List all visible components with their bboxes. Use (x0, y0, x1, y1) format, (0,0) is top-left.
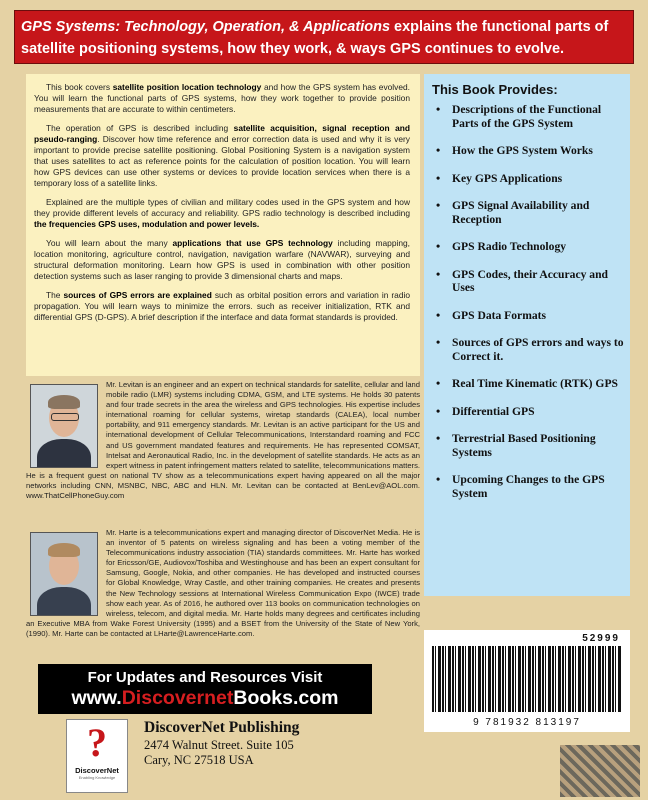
author-bio-harte (26, 528, 420, 660)
list-item: • Descriptions of the Functional Parts of the GPS System (428, 103, 630, 130)
logo-tagline: Enabling Knowledge (78, 775, 116, 780)
intro-paragraph-4: You will learn about the many applications that use GPS technology including mapping, location monitoring, agriculture control, navigation, navigation warfare (NAVWAR), surveying and structural deformation monitoring. Learn how GPS is used in combination with other position detection systems such as laser ranging to provide 3 dimensional charts and maps. (34, 238, 410, 281)
barcode-box (424, 630, 630, 732)
question-mark-icon: ? (87, 720, 107, 765)
list-item: • How the GPS System Works (428, 144, 630, 158)
website-link[interactable]: www.DiscovernetBooks.com (71, 687, 339, 709)
headline-banner (14, 10, 634, 64)
list-item: • GPS Radio Technology (428, 240, 630, 254)
author-photo-levitan (30, 384, 98, 468)
updates-heading: For Updates and Resources Visit (87, 669, 323, 686)
book-title: GPS Systems: Technology, Operation, & Applications (21, 19, 391, 35)
publisher-logo (66, 719, 128, 793)
publisher-street: 2474 Walnut Street. Suite 105 (144, 738, 294, 752)
intro-paragraph-5: The sources of GPS errors are explained such as orbital position errors and variation in radio propagation. You will learn ways to minimize the errors. such as receiver initialization, RTK and differential GPS (D-GPS). A brief description if the interface and data format standards is provided. (34, 290, 411, 322)
bio-text-harte: Mr. Harte is a telecommunications expert and managing director of DiscoverNet Media. He is an inventor of 5 patents on wireless signaling and has been a voting member of the Telecommunications industry association (TIA) standards committees. Mr. Harte has worked for Ericsson/GE, Audiovox/Toshiba and Westinghouse and has been an expert consultant for Samsung, Google, Nokia, and other companies. He has developed and instructed courses for Global Knowledge, Wray Castle, and other training companies. He creates and presents the New Technology sessions at International Wireless Communication Expo (IWCE) trade show each year. As of 2016, he authored over 113 books on communication technologies on wireless, telecom, and digital media. Mr. Harte holds many degrees and certificates including an Executive MBA from Wake Forest University (1995) and a BSET from the University of the State of New York, (1990). Mr. Harte can be contacted at LHarte@LawrenceHarte.com. (26, 528, 420, 638)
bio-text-levitan: Mr. Levitan is an engineer and an expert on technical standards for satellite, cellular and land mobile radio (LMR) systems including CDMA, GSM, and LTE systems. He holds 30 patents and four trade secrets in the area the wireless and GPS technologies. His expertise includes international roaming for cellular systems, wiretap standards (CALEA), local number portability, and 911 emergency standards. Mr. Levitan is an active participant for the US and international development of Cellular Telecommunications, Interstandard roaming and FCC and US government mandated features and requirements. He has represented COMSAT, Intelsat and Aeronautical Radio, Inc. in the development of satellite standards. He acts as an expert witness in patent infringement matters related to satellite, telecommunications matters. He is a frequent guest on national TV show as a telecommunications expert having appeared on all the major networks including CNN, MSNBC, NBC, ABC and HLN. Mr. Levitan can be contacted at BenLev@AOL.com. www.ThatCellPhoneGuy.com (26, 380, 420, 501)
list-item: • GPS Data Formats (428, 309, 630, 323)
headline-text: explains the functional parts of satellite positioning systems, how they work, & ways GPS continues to evolve. (21, 19, 609, 57)
intro-paragraph-3: Explained are the multiple types of civilian and military codes used in the GPS system and how they provide different levels of accuracy and reliability. GPS radio technology is described including the frequencies GPS uses, modulation and power levels. (34, 197, 410, 229)
provides-title: This Book Provides: (432, 82, 558, 97)
intro-paragraph-2: The operation of GPS is described including satellite acquisition, signal reception and pseudo-ranging. Discover how time reference and error correction data is used and why it is very important to provide precise satellite positioning. Global Positioning System is a navigation system that uses satellites to act as reference points for the calculation of position location. You will learn how GPS devices can use other systems or devices to provide location services when there is a temporary loss of a satellite links. (34, 123, 410, 188)
list-item: • Key GPS Applications (428, 172, 630, 186)
list-item: • Differential GPS (428, 405, 630, 419)
barcode-icon (432, 646, 622, 712)
list-item: • Real Time Kinematic (RTK) GPS (428, 377, 630, 391)
list-item: • Upcoming Changes to the GPS System (428, 473, 630, 500)
list-item: • GPS Codes, their Accuracy and Uses (428, 268, 630, 295)
logo-name: DiscoverNet (75, 766, 119, 775)
author-photo-harte (30, 532, 98, 616)
list-item: • GPS Signal Availability and Reception (428, 199, 630, 226)
book-provides-panel (424, 74, 630, 596)
author-bio-levitan (26, 380, 420, 520)
intro-paragraph-1: This book covers satellite position location technology and how the GPS system has evolved. You will learn the functional parts of GPS systems, how they work together to provide position measurements that are accurate to within centimeters. (34, 82, 410, 114)
publisher-name: DiscoverNet Publishing (144, 719, 300, 736)
corner-stripe-decoration (560, 745, 640, 797)
publisher-info (144, 718, 394, 767)
price-code: 52999 (582, 633, 620, 644)
list-item: • Sources of GPS errors and ways to Correct it. (428, 336, 630, 363)
intro-panel (26, 74, 420, 376)
list-item: • Terrestrial Based Positioning Systems (428, 432, 630, 459)
isbn-number: 9 781932 813197 (473, 717, 581, 728)
updates-banner (38, 664, 372, 714)
provides-list (424, 103, 630, 500)
publisher-city: Cary, NC 27518 USA (144, 752, 254, 767)
